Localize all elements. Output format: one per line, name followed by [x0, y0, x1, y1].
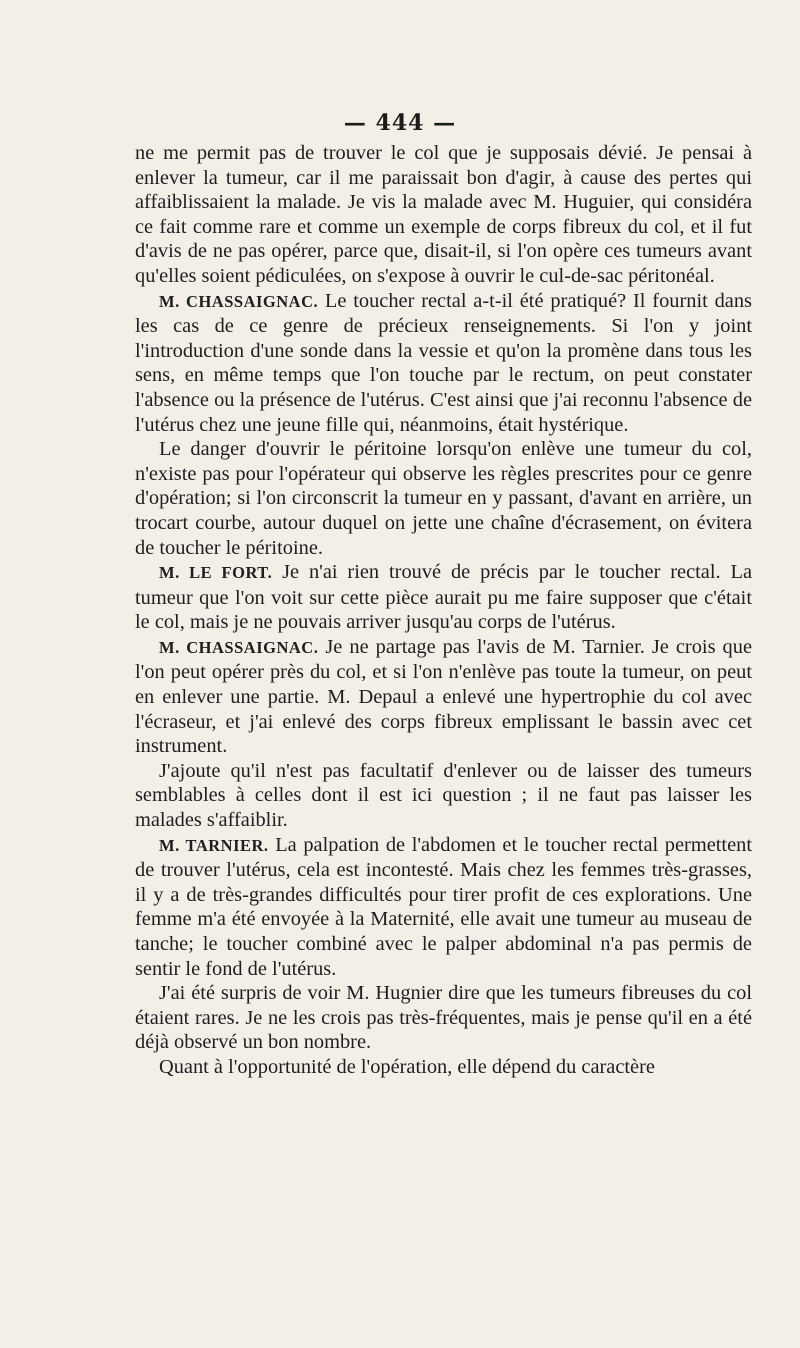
paragraph-9-text: Quant à l'opportunité de l'opération, elle dépend du caractère — [159, 1055, 655, 1078]
paragraph-3 — [135, 437, 752, 560]
page-number: — 444 — — [343, 110, 457, 136]
paragraph-8-text: J'ai été surpris de voir M. Hugnier dire que les tumeurs fibreuses du col étaient rares. Je ne les crois pas très-fréquentes, mais je pense qu'il en a été déjà observé un bon nombre. — [135, 982, 752, 1054]
paragraph-7-text: La palpation de l'abdomen et le toucher rectal permettent de trouver l'utérus, cela est incontesté. Mais chez les femmes très-grasses, il y a de très-grandes difficultés pour tirer profit de ces explorations. Une femme m'a été envoyée à la Maternité, elle avait une tumeur au museau de tanche; le toucher combiné avec le palper abdominal n'a pas permis de sentir le fond de l'utérus. — [135, 833, 752, 980]
speaker-tarnier: M. TARNIER. — [159, 835, 269, 855]
speaker-le-fort: M. LE FORT. — [159, 563, 273, 583]
paragraph-7 — [135, 833, 752, 982]
paragraph-2 — [135, 289, 752, 438]
paragraph-5 — [135, 635, 752, 759]
paragraph-8 — [135, 981, 752, 1055]
speaker-chassaignac: M. CHASSAIGNAC. — [159, 291, 319, 311]
paragraph-4 — [135, 560, 752, 635]
paragraph-5-text: Je ne partage pas l'avis de M. Tarnier. Je crois que l'on peut opérer près du col, et si l'on n'enlève pas toute la tumeur, on peut en enlever une partie. M. Depaul a enlevé une hypertrophie du col avec l'écraseur, et j'ai enlevé des corps fibreux emplissant le bassin avec cet instrument. — [135, 635, 752, 758]
paragraph-9 — [135, 1055, 752, 1080]
paragraph-6 — [135, 759, 752, 833]
paragraph-4-text: Je n'ai rien trouvé de précis par le toucher rectal. La tumeur que l'on voit sur cette pièce aurait pu me faire supposer que c'était le col, mais je ne pouvais arriver jusqu'au corps de l'utérus. — [135, 561, 753, 634]
paragraph-1 — [135, 141, 752, 289]
paragraph-6-text: J'ajoute qu'il n'est pas facultatif d'enlever ou de laisser des tumeurs semblables à celles dont il est ici question ; il ne faut pas laisser les malades s'affaiblir. — [135, 759, 752, 832]
speaker-chassaignac-2: M. CHASSAIGNAC. — [159, 637, 319, 657]
paragraph-1-text: ne me permit pas de trouver le col que je supposais dévié. Je pensai à enlever la tumeur, car il me paraissait bon d'agir, à cause des pertes qui affaiblissaient la malade. Je vis la malade avec M. Huguier, qui considéra ce fait comme rare et comme un exemple de corps fibreux du col, et il fut d'avis de ne pas opérer, parce que, disait-il, si l'on opère ces tumeurs avant qu'elles soient pédiculées, on s'expose à ouvrir le cul-de-sac péritonéal. — [135, 142, 752, 287]
body-text — [135, 141, 752, 1080]
paragraph-3-text: Le danger d'ouvrir le péritoine lorsqu'on enlève une tumeur du col, n'existe pas pour l'opérateur qui observe les règles prescrites pour ce genre d'opération; si l'on circonscrit la tumeur en y passant, d'avant en arrière, un trocart courbe, autour duquel on jette une chaîne d'écrasement, on évitera de toucher le péritoine. — [135, 438, 752, 559]
paragraph-2-text: Le toucher rectal a-t-il été pratiqué? Il fournit dans les cas de ce genre de précieux renseignements. Si l'on y joint l'introduction d'une sonde dans la vessie et qu'on la promène dans tous les sens, en même temps que l'on touche par le rectum, on peut constater l'absence ou la présence de l'utérus. C'est ainsi que j'ai reconnu l'absence de l'utérus chez une jeune fille qui, néanmoins, était hystérique. — [135, 289, 752, 436]
